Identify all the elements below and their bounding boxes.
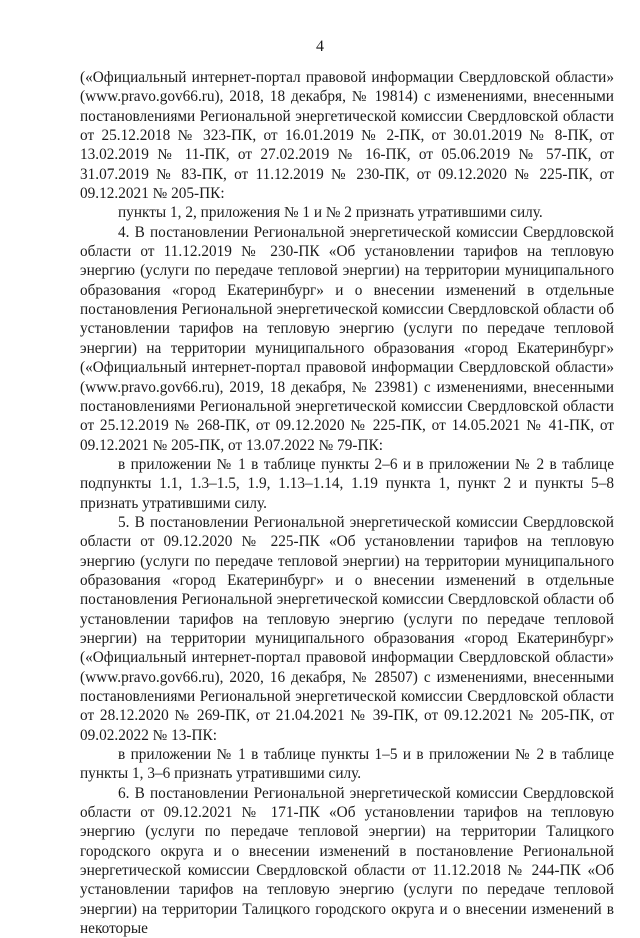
paragraph-item-5: 5. В постановлении Региональной энергетической комиссии Свердловской области от 09.12.2020 № 225-ПК «Об установлении тарифов на тепловую энергию (услуги по передаче тепловой энергии) на территории муниципального образования «город Екатеринбург» и о внесении изменений в отдельные постановления Региональной энергетической комиссии Свердловской области об установлении тарифов на тепловую энергию (услуги по передаче тепловой энергии) на территории муниципального образования «город Екатеринбург» («Официальный интернет-портал правовой информации Свердловской области» (www.pravo.gov66.ru), 2020, 16 декабря, № 28507) с изменениями, внесенными постановлениями Региональной энергетической комиссии Свердловской области от 28.12.2020 № 269-ПК, от 21.04.2021 № 39-ПК, от 09.12.2021 № 205-ПК, от 09.02.2022 № 13-ПК: [80, 513, 614, 744]
page-number: 4 [316, 38, 324, 55]
paragraph-item-4-repeal: в приложении № 1 в таблице пункты 2–6 и в приложении № 2 в таблице подпункты 1.1, 1.3–1.5, 1.9, 1.13–1.14, 1.19 пункта 1, пункт 2 и пункты 5–8 признать утратившими силу. [80, 455, 614, 512]
paragraph-continuation: («Официальный интернет-портал правовой информации Свердловской области» (www.pravo.gov66.ru), 2018, 18 декабря, № 19814) с изменениями, внесенными постановлениями Региональной энергетической комиссии Свердловской области от 25.12.2018 № 323-ПК, от 16.01.2019 № 2-ПК, от 30.01.2019 № 8-ПК, от 13.02.2019 № 11-ПК, от 27.02.2019 № 16-ПК, от 05.06.2019 № 57-ПК, от 31.07.2019 № 83-ПК, от 11.12.2019 № 230-ПК, от 09.12.2020 № 225-ПК, от 09.12.2021 № 205-ПК: [80, 69, 614, 203]
paragraph-item-5-repeal: в приложении № 1 в таблице пункты 1–5 и в приложении № 2 в таблице пункты 1, 3–6 признать утратившими силу. [80, 746, 614, 783]
document-body [80, 68, 614, 938]
paragraph-item-4: 4. В постановлении Региональной энергетической комиссии Свердловской области от 11.12.2019 № 230-ПК «Об установлении тарифов на тепловую энергию (услуги по передаче тепловой энергии) на территории муниципального образования «город Екатеринбург» и о внесении изменений в отдельные постановления Региональной энергетической комиссии Свердловской области об установлении тарифов на тепловую энергию (услуги по передаче тепловой энергии) на территории муниципального образования «город Екатеринбург» («Официальный интернет-портал правовой информации Свердловской области» (www.pravo.gov66.ru), 2019, 18 декабря, № 23981) с изменениями, внесенными постановлениями Региональной энергетической комиссии Свердловской области от 25.12.2019 № 268-ПК, от 09.12.2020 № 225-ПК, от 14.05.2021 № 41-ПК, от 09.12.2021 № 205-ПК, от 13.07.2022 № 79-ПК: [80, 223, 614, 454]
paragraph-repeal-points: пункты 1, 2, приложения № 1 и № 2 признать утратившими силу. [118, 204, 543, 222]
paragraph-item-6: 6. В постановлении Региональной энергетической комиссии Свердловской области от 09.12.2021 № 171-ПК «Об установлении тарифов на тепловую энергию (услуги по передаче тепловой энергии) на территории Талицкого городского округа и о внесении изменений в постановление Региональной энергетической комиссии Свердловской области от 11.12.2018 № 244-ПК «Об установлении тарифов на тепловую энергию (услуги по передаче тепловой энергии) на территории Талицкого городского округа и о внесении изменений в некоторые [80, 784, 614, 938]
